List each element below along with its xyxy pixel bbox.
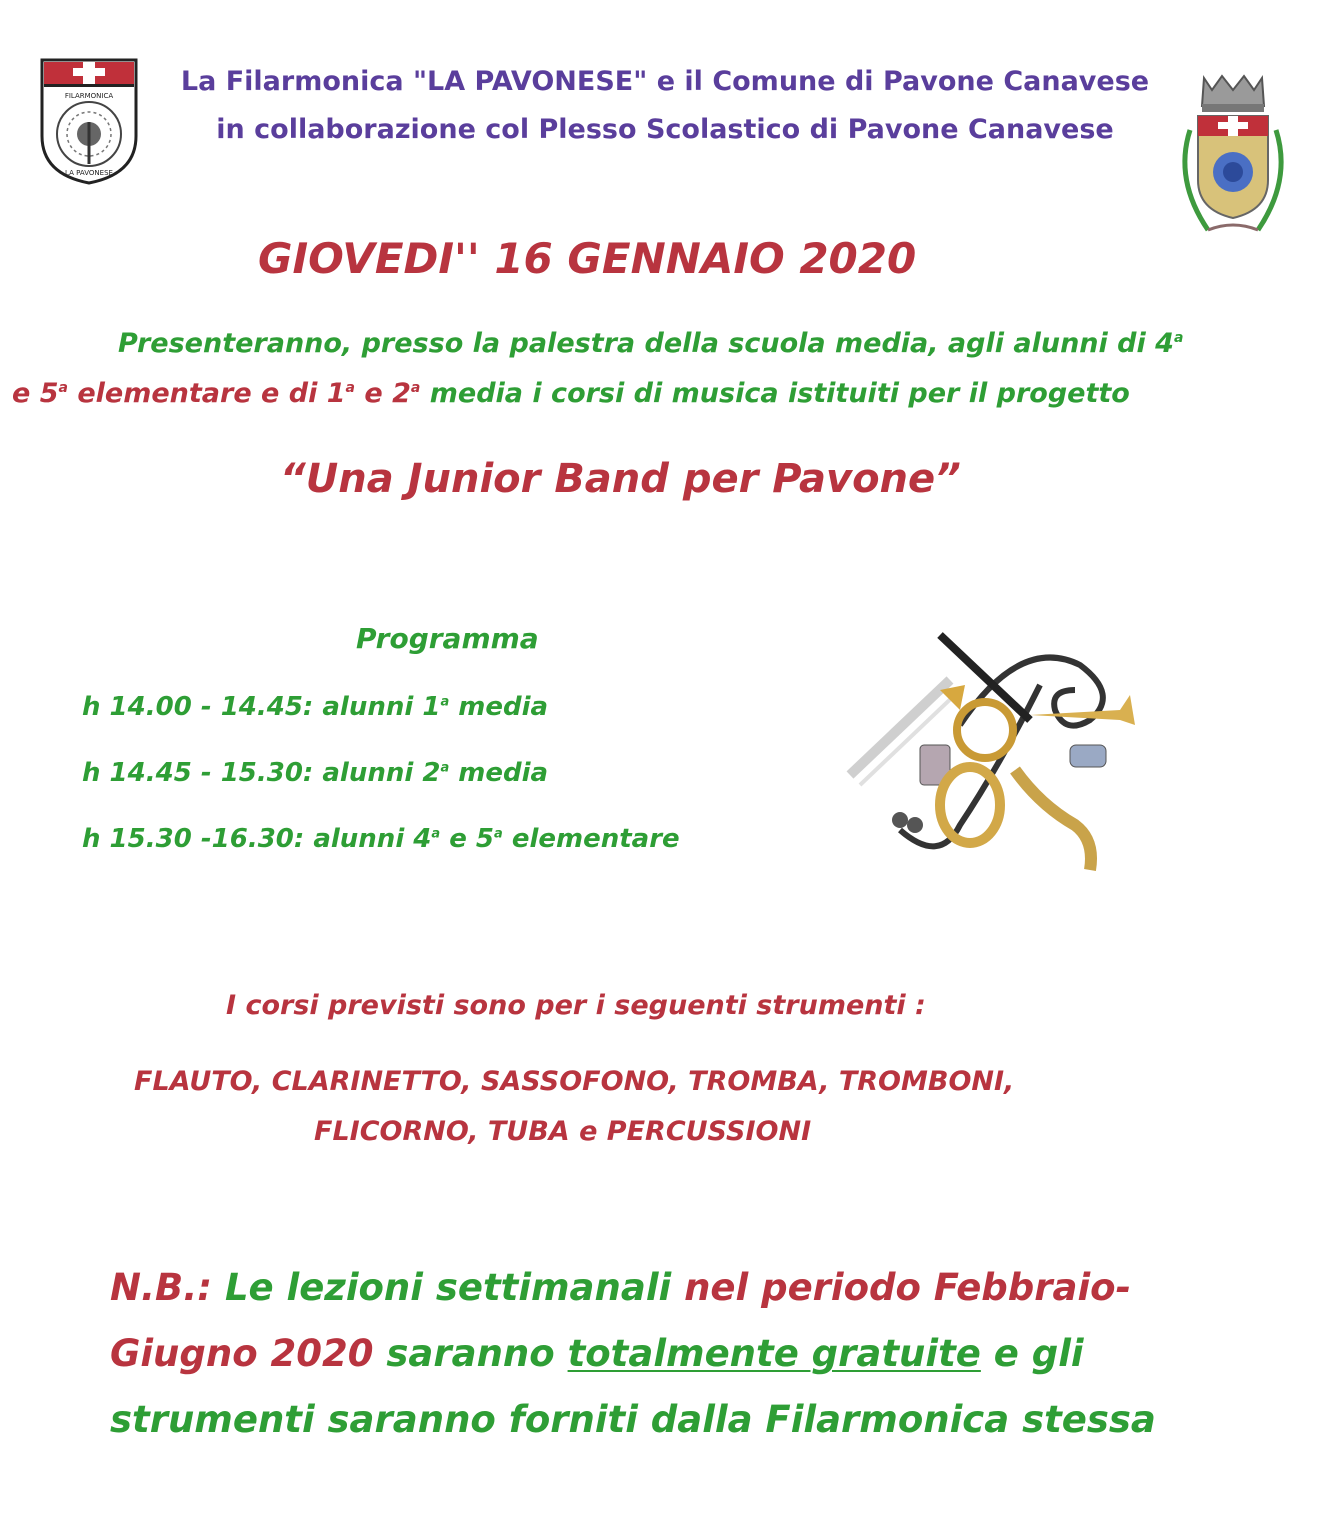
- programma-item-2: h 14.45 - 15.30: alunni 2$^a$ media: [82, 758, 549, 788]
- event-date: GIOVEDI'' 16 GENNAIO 2020: [258, 234, 917, 283]
- programma-item-1: h 14.00 - 14.45: alunni 1$^a$ media: [82, 692, 549, 722]
- courses-intro: I corsi previsti sono per i seguenti strumenti :: [226, 990, 926, 1021]
- programma-title: Programma: [356, 622, 539, 655]
- note-line-3: strumenti saranno forniti dalla Filarmonica stessa: [110, 1398, 1156, 1441]
- intro-line-1: Presenteranno, presso la palestra della scuola media, agli alunni di 4$^a$: [118, 328, 1184, 359]
- logo-left-top-text: FILARMONICA: [64, 92, 114, 100]
- programma-item-3: h 15.30 -16.30: alunni 4$^a$ e 5$^a$ elementare: [82, 824, 680, 854]
- courses-list-line-2: FLICORNO, TUBA e PERCUSSIONI: [314, 1116, 812, 1147]
- header-line-2: in collaborazione col Plesso Scolastico di Pavone Canavese: [216, 114, 1114, 145]
- logo-left-bottom-text: LA PAVONESE: [65, 169, 113, 177]
- musical-instruments-illustration: [840, 625, 1150, 880]
- project-title: “Una Junior Band per Pavone”: [280, 456, 961, 502]
- note-line-1: N.B.: Le lezioni settimanali nel periodo Febbraio-: [110, 1266, 1131, 1309]
- courses-list-line-1: FLAUTO, CLARINETTO, SASSOFONO, TROMBA, TROMBONI,: [134, 1066, 1015, 1097]
- note-line-2: Giugno 2020 saranno totalmente gratuite e gli: [110, 1332, 1084, 1375]
- header-line-1: La Filarmonica "LA PAVONESE" e il Comune di Pavone Canavese: [180, 66, 1150, 97]
- intro-line-2: e 5$^a$ elementare e di 1$^a$ e 2$^a$ media i corsi di musica istituiti per il progetto: [12, 378, 1130, 409]
